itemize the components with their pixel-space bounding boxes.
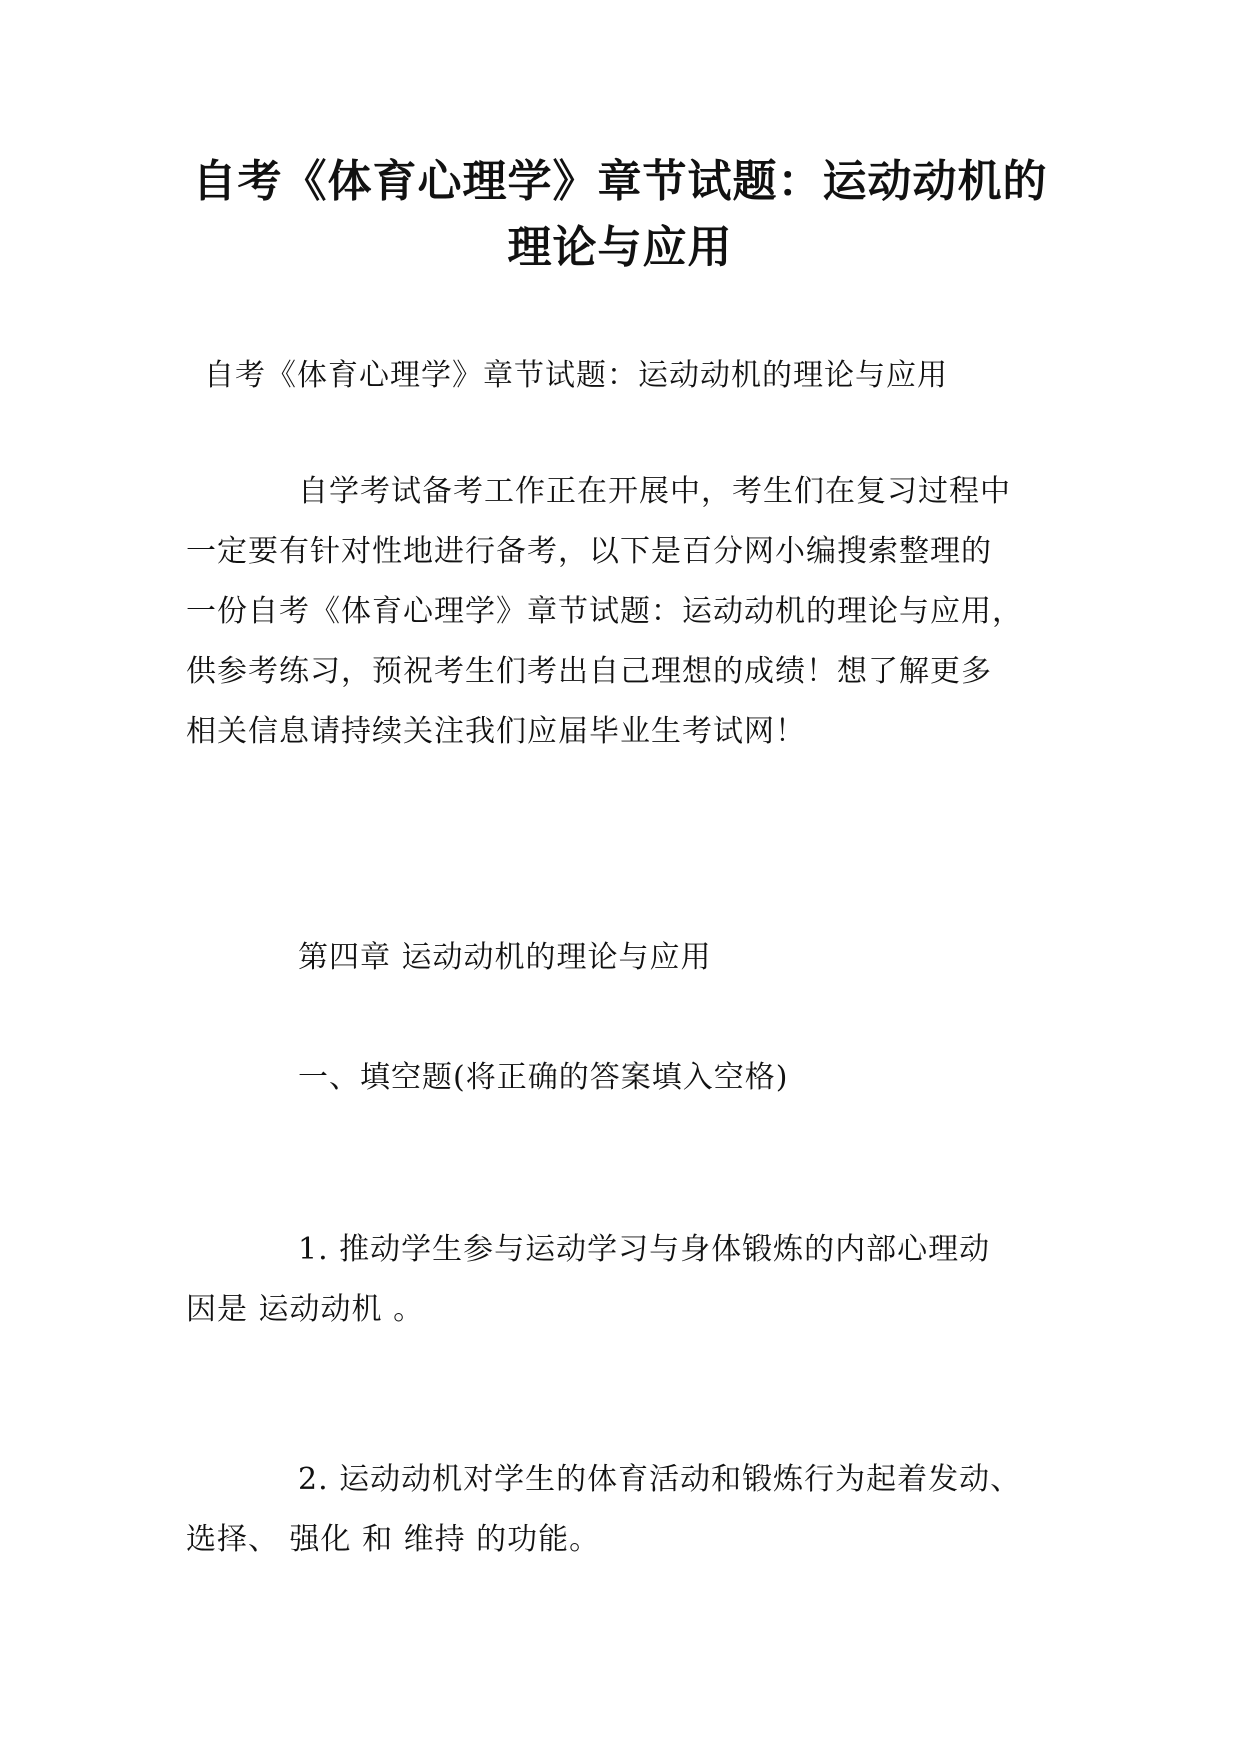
chapter-heading: 第四章 运动动机的理论与应用 <box>298 940 712 975</box>
intro-line: 供参考练习，预祝考生们考出自己理想的成绩！想了解更多 <box>186 654 992 689</box>
question-2-line-1: 2. 运动动机对学生的体育活动和锻炼行为起着发动、 <box>298 1462 1022 1497</box>
question-2-line-2: 选择、 强化 和 维持 的功能。 <box>186 1522 601 1557</box>
section-heading: 一、填空题(将正确的答案填入空格) <box>298 1060 789 1095</box>
document-title-line-1: 自考《体育心理学》章节试题：运动动机的 <box>192 156 1048 207</box>
question-1-line-1: 1. 推动学生参与运动学习与身体锻炼的内部心理动 <box>298 1232 991 1267</box>
document-title-line-2: 理论与应用 <box>507 222 733 273</box>
intro-line: 自学考试备考工作正在开展中，考生们在复习过程中 <box>298 474 1011 509</box>
intro-line: 一定要有针对性地进行备考，以下是百分网小编搜索整理的 <box>186 534 992 569</box>
question-1-line-2: 因是 运动动机 。 <box>186 1292 425 1327</box>
intro-line: 一份自考《体育心理学》章节试题：运动动机的理论与应用， <box>186 594 1023 629</box>
document-subtitle: 自考《体育心理学》章节试题：运动动机的理论与应用 <box>204 358 948 393</box>
intro-line: 相关信息请持续关注我们应届毕业生考试网！ <box>186 714 806 749</box>
